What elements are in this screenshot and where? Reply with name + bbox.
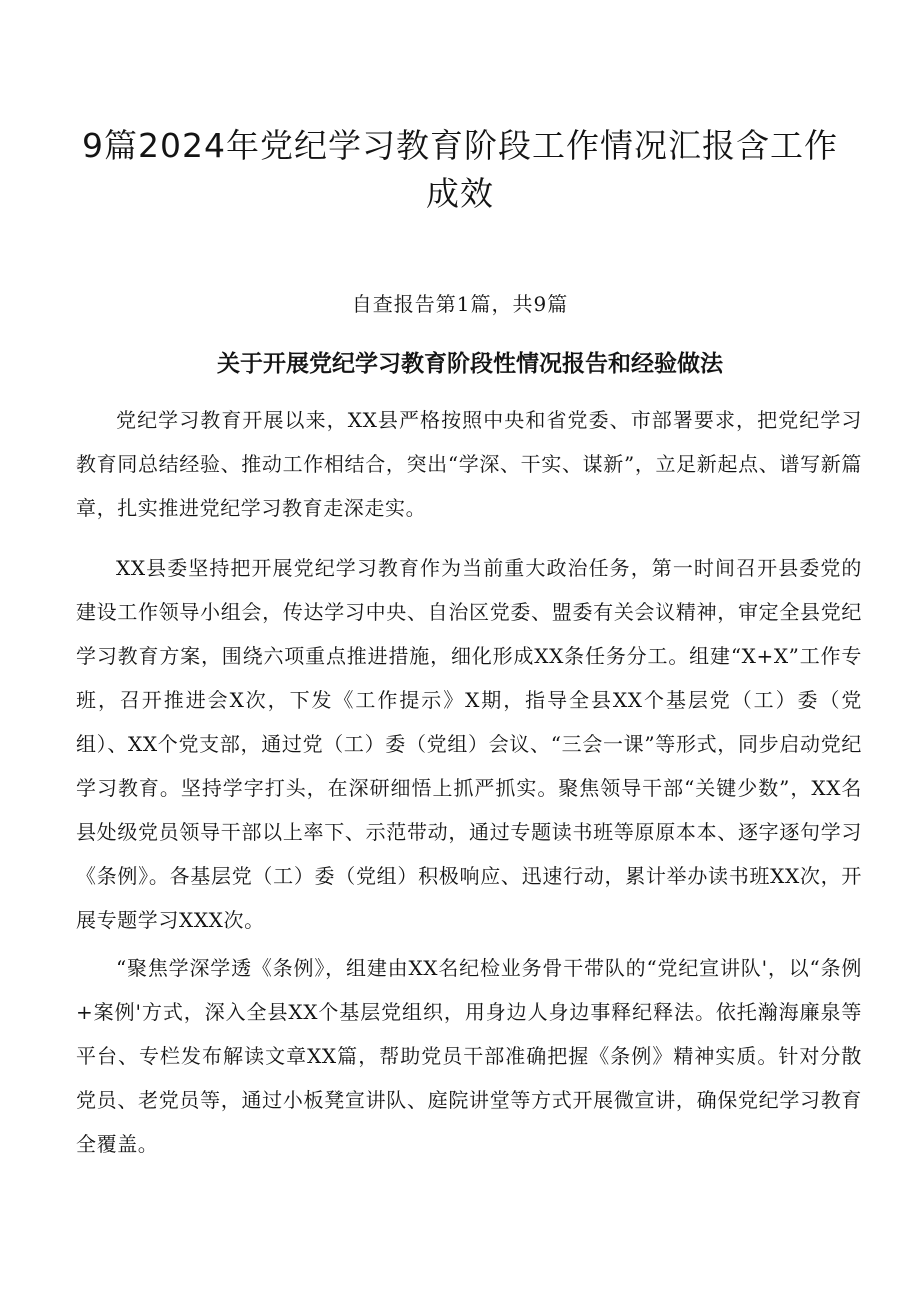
body-paragraph-2: XX县委坚持把开展党纪学习教育作为当前重大政治任务，第一时间召开县委党的建设工作领导小组会，传达学习中央、自治区党委、盟委有关会议精神，审定全县党纪学习教育方案，围绕六项重点推进措施，细化形成XX条任务分工。组建“X+X”工作专班，召开推进会X次，下发《工作提示》X期，指导全县XX个基层党（工）委（党组）、XX个党支部，通过党（工）委（党组）会议、“三会一课”等形式，同步启动党纪学习教育。坚持学字打头，在深研细悟上抓严抓实。聚焦领导干部“关键少数”，XX名县处级党员领导干部以上率下、示范带动，通过专题读书班等原原本本、逐字逐句学习《条例》。各基层党（工）委（党组）积极响应、迅速行动，累计举办读书班XX次，开展专题学习XXX次。: [76, 556, 862, 932]
section-label: 自查报告第1篇，共9篇: [351, 292, 569, 316]
article-title: 关于开展党纪学习教育阶段性情况报告和经验做法: [217, 351, 723, 377]
document-title-line-2: 成效: [426, 174, 494, 213]
body-paragraph-1: 党纪学习教育开展以来，XX县严格按照中央和省党委、市部署要求，把党纪学习教育同总结经验、推动工作相结合，突出“学深、干实、谋新”，立足新起点、谱写新篇章，扎实推进党纪学习教育走深走实。: [76, 408, 862, 520]
body-paragraph-3: “聚焦学深学透《条例》，组建由XX名纪检业务骨干带队的“党纪宣讲队'，以“条例+案例'方式，深入全县XX个基层党组织，用身边人身边事释纪释法。依托瀚海廉泉等平台、专栏发布解读文章XX篇，帮助党员干部准确把握《条例》精神实质。针对分散党员、老党员等，通过小板凳宣讲队、庭院讲堂等方式开展微宣讲，确保党纪学习教育全覆盖。: [76, 956, 862, 1156]
document-title: [80, 122, 840, 218]
document-title-line-1: 9篇2024年党纪学习教育阶段工作情况汇报含工作: [82, 126, 838, 165]
